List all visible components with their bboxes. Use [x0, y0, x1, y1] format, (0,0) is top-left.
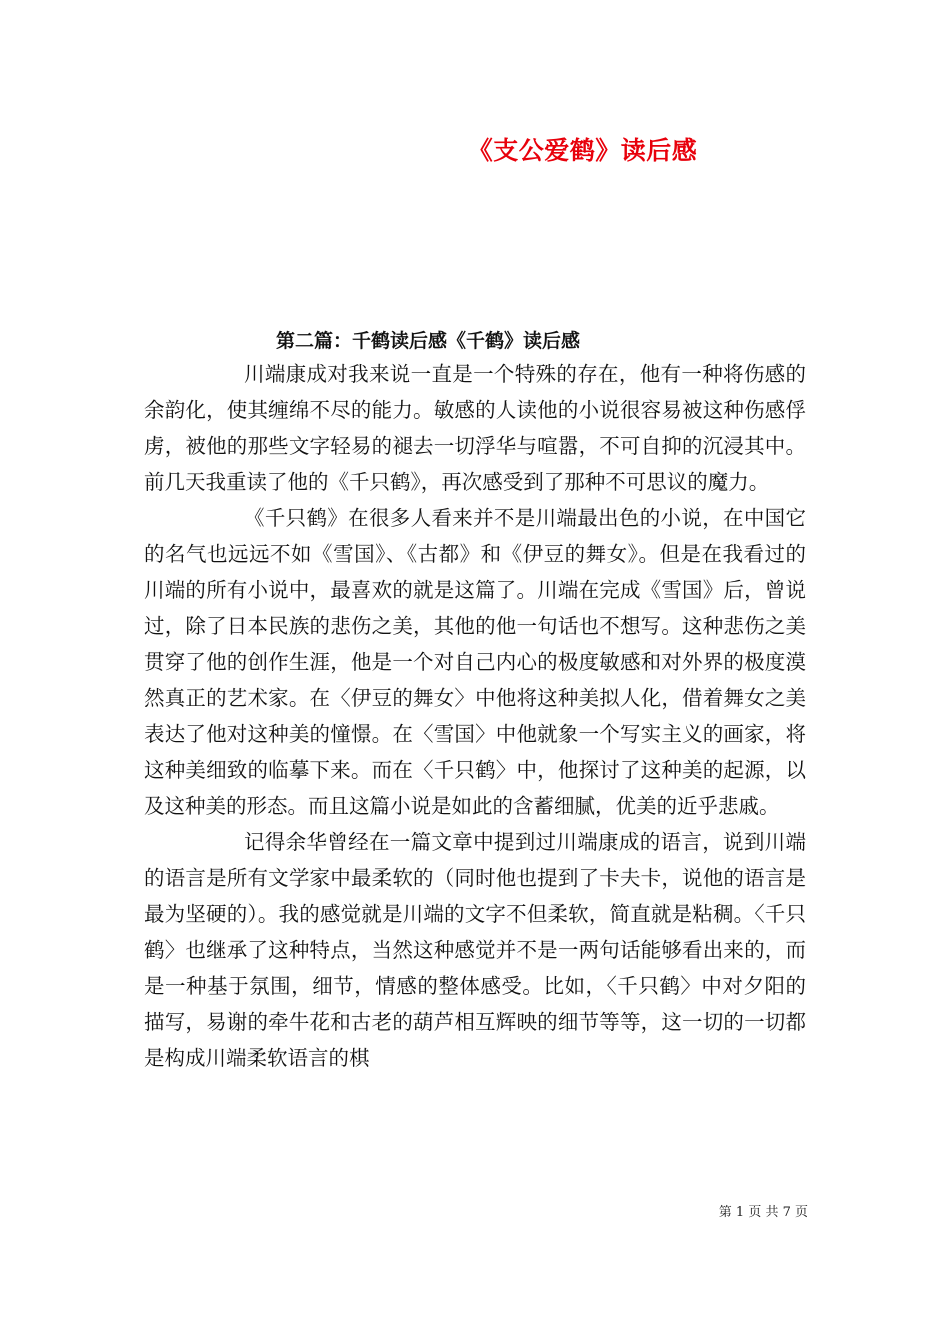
- section-heading: 第二篇：千鹤读后感《千鹤》读后感: [276, 330, 581, 352]
- paragraph-1: 川端康成对我来说一直是一个特殊的存在，他有一种将伤感的余韵化，使其缠绵不尽的能力。敏感的人读他的小说很容易被这种伤感俘虏，被他的那些文字轻易的褪去一切浮华与喧嚣，不可自抑的沉浸其中。前几天我重读了他的《千只鹤》，再次感受到了那种不可思议的魔力。: [144, 362, 806, 494]
- page-footer: 第 1 页 共 7 页: [718, 1205, 808, 1220]
- paragraph-3: 记得余华曾经在一篇文章中提到过川端康成的语言，说到川端的语言是所有文学家中最柔软的（同时他也提到了卡夫卡，说他的语言是最为坚硬的）。我的感觉就是川端的文字不但柔软，简直就是粘稠。〈千只鹤〉也继承了这种特点，当然这种感觉并不是一两句话能够看出来的，而是一种基于氛围，细节，情感的整体感受。比如，〈千只鹤〉中对夕阳的描写，易谢的牵牛花和古老的葫芦相互辉映的细节等等，这一切的一切都是构成川端柔软语言的棋: [144, 830, 806, 1070]
- document-title: 《支公爱鹤》读后感: [467, 136, 698, 165]
- body-text: [144, 356, 806, 1076]
- paragraph-2: 《千只鹤》在很多人看来并不是川端最出色的小说，在中国它的名气也远远不如《雪国》、《古都》和《伊豆的舞女》。但是在我看过的川端的所有小说中，最喜欢的就是这篇了。川端在完成《雪国》后，曾说过，除了日本民族的悲伤之美，其他的他一句话也不想写。这种悲伤之美贯穿了他的创作生涯，他是一个对自己内心的极度敏感和对外界的极度漠然真正的艺术家。在〈伊豆的舞女〉中他将这种美拟人化，借着舞女之美表达了他对这种美的憧憬。在〈雪国〉中他就象一个写实主义的画家，将这种美细致的临摹下来。而在〈千只鹤〉中，他探讨了这种美的起源，以及这种美的形态。而且这篇小说是如此的含蓄细腻，优美的近乎悲戚。: [144, 506, 806, 818]
